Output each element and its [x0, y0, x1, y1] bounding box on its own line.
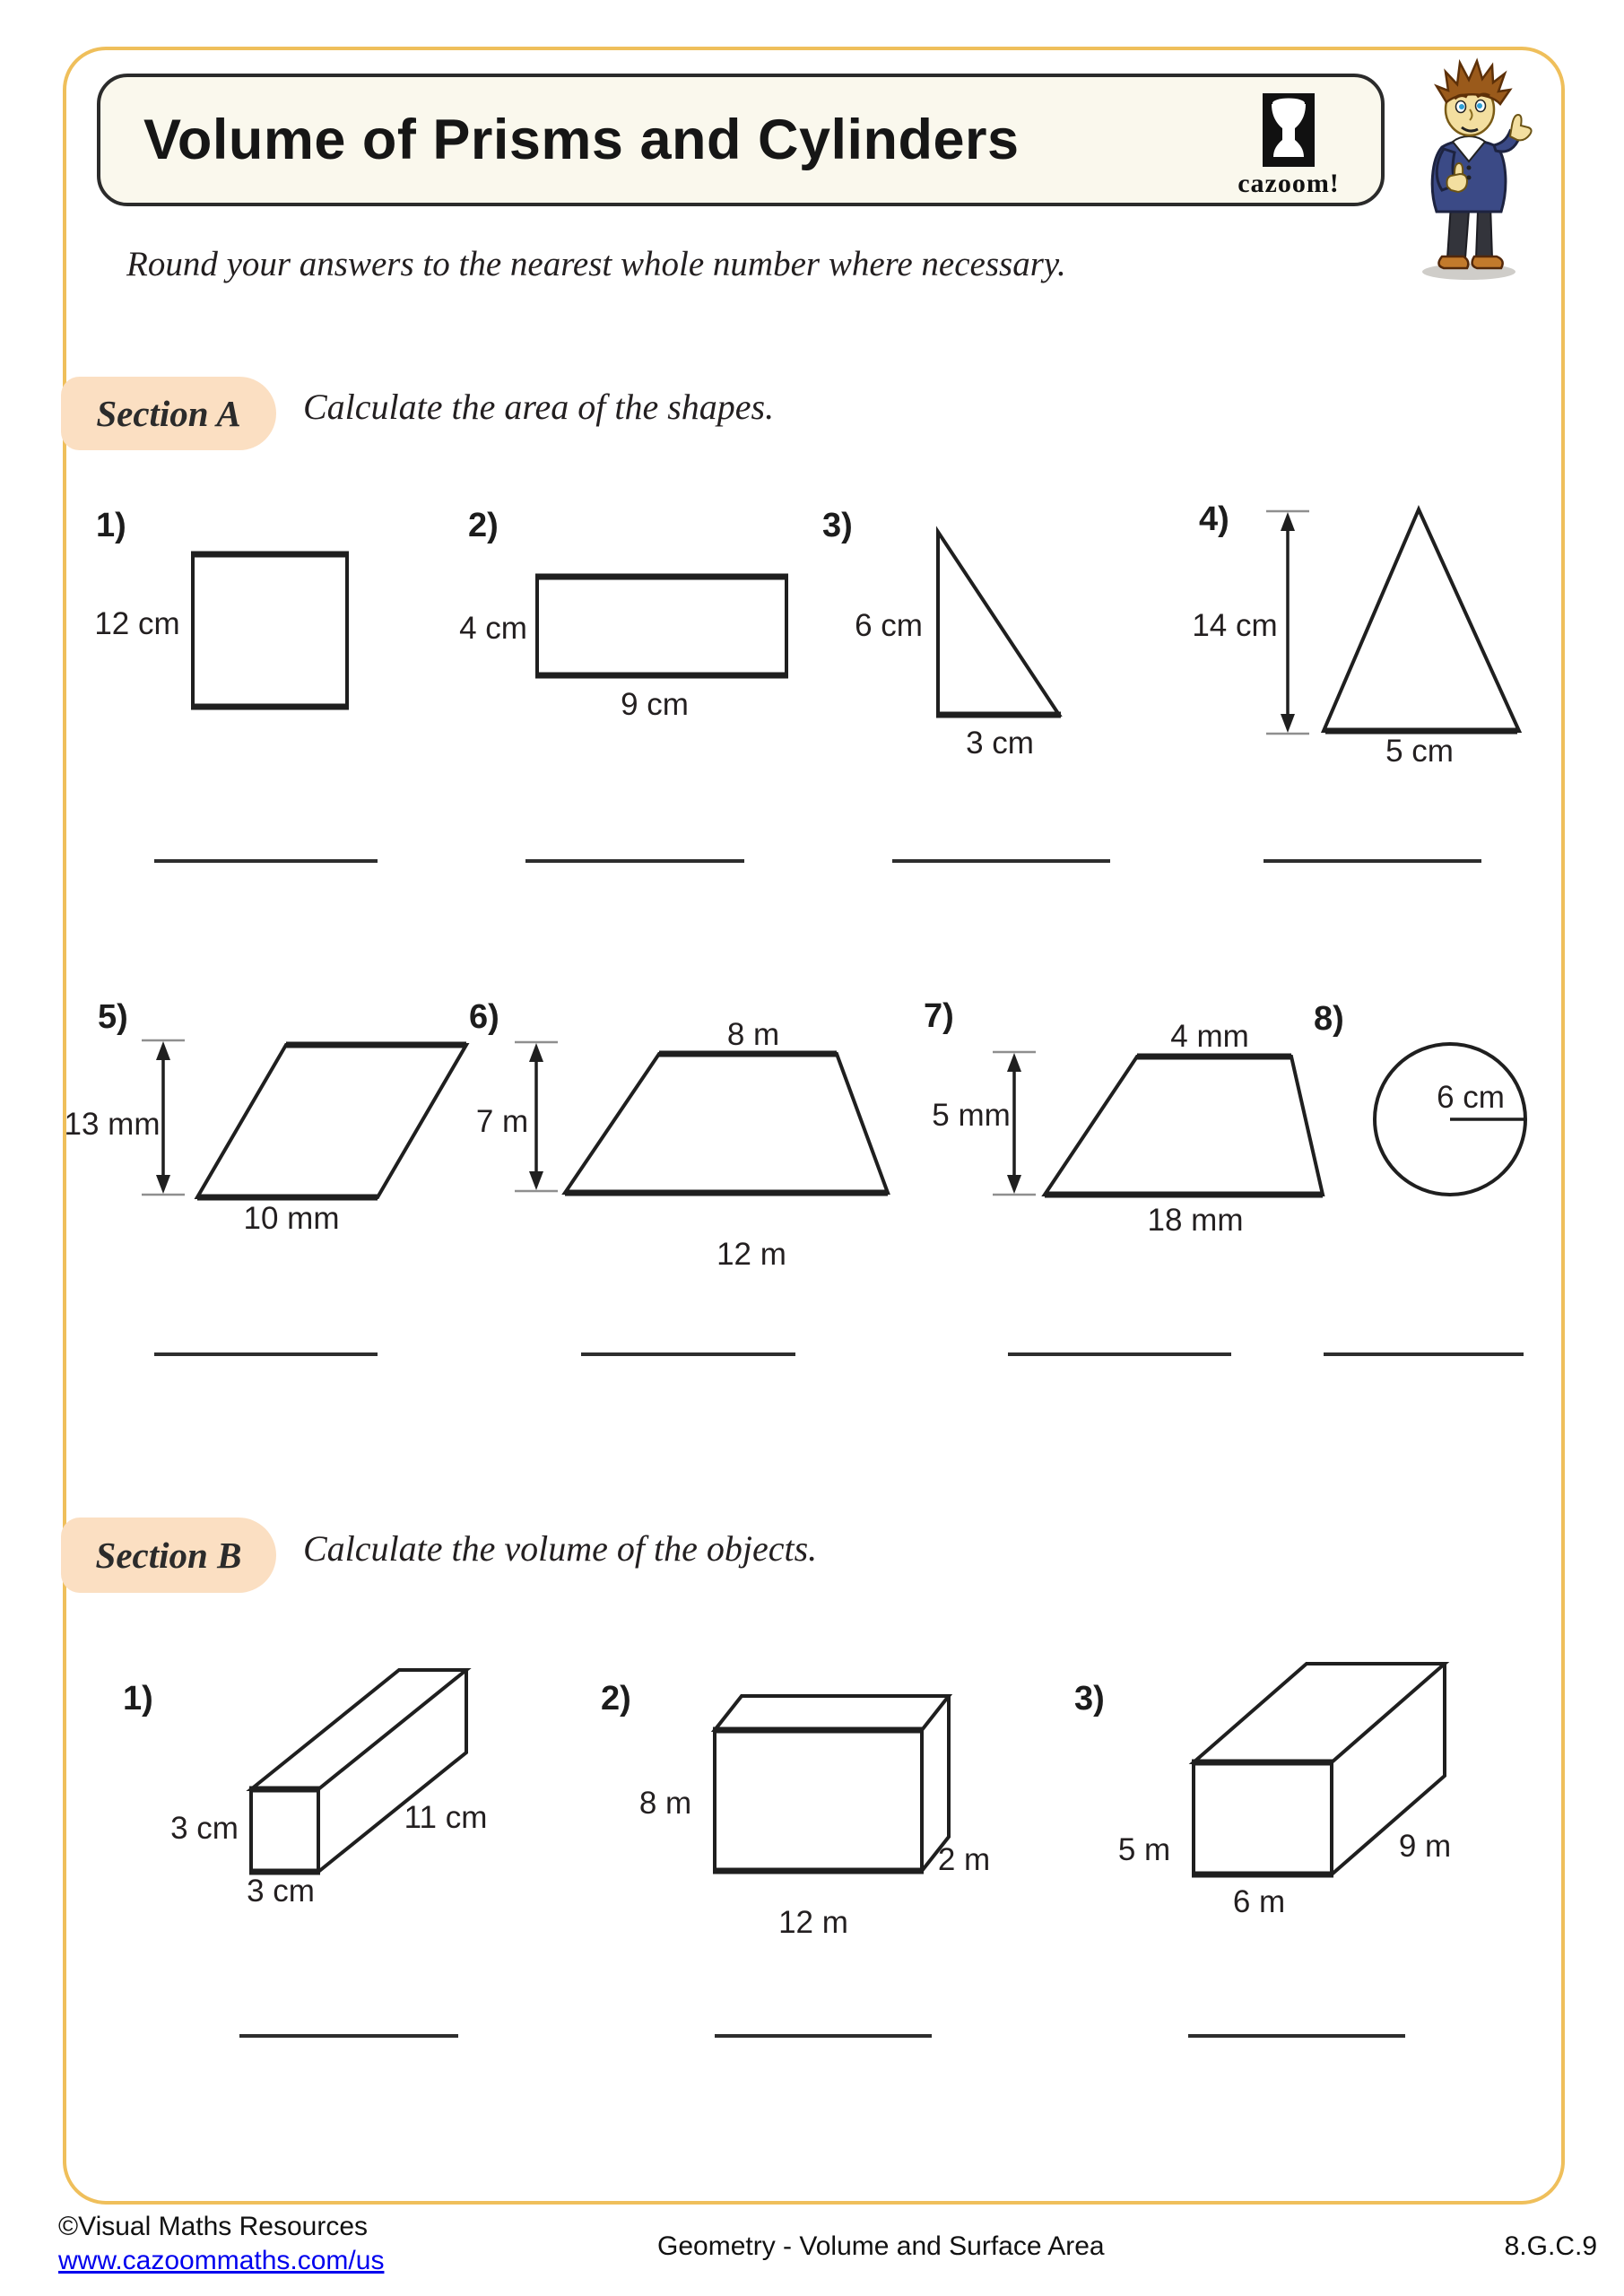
answer-line — [892, 859, 1110, 863]
arrowhead-icon — [1007, 1175, 1021, 1194]
depth-label: 9 m — [1398, 1829, 1452, 1864]
title-banner — [97, 74, 1385, 206]
section-b-label: Section B — [61, 1518, 276, 1593]
cazoom-logo — [1199, 88, 1378, 199]
rectangle-outline — [537, 577, 786, 675]
cuboid-top-face — [1194, 1664, 1445, 1762]
mascot-pupil — [1477, 103, 1482, 109]
question-number: 6) — [469, 998, 499, 1036]
cuboid-top-face — [715, 1696, 949, 1730]
standard-code: 8.G.C.9 — [1504, 2231, 1597, 2261]
base-label: 18 mm — [1147, 1203, 1244, 1238]
mascot-shoe — [1472, 257, 1503, 268]
height-label: 3 cm — [170, 1811, 239, 1846]
question-number: 1) — [123, 1680, 153, 1718]
base-label: 12 m — [716, 1237, 786, 1272]
cuboid-figure — [583, 1659, 1013, 2045]
height-label: 6 cm — [855, 608, 923, 643]
top-label: 4 mm — [1170, 1019, 1249, 1054]
width-label: 3 cm — [247, 1874, 315, 1909]
question-number: 3) — [1074, 1680, 1105, 1718]
cuboid-top-face — [251, 1670, 466, 1789]
page-title: Volume of Prisms and Cylinders — [143, 109, 1020, 171]
circle-figure — [1300, 973, 1596, 1404]
rectangle-figure — [453, 493, 829, 888]
mascot-button — [1467, 166, 1472, 170]
cuboid-front-face — [251, 1789, 318, 1872]
width-label: 6 m — [1232, 1884, 1286, 1919]
shape-cell-2 — [453, 493, 829, 888]
object-cell-1 — [108, 1659, 538, 2045]
triangle-outline — [938, 532, 1059, 715]
shape-cell-1 — [81, 493, 439, 888]
arrowhead-icon — [529, 1171, 543, 1190]
shape-cell-6 — [421, 973, 924, 1404]
shape-cell-4 — [1184, 484, 1578, 888]
trapezium-outline — [565, 1054, 888, 1193]
question-number: 5) — [98, 998, 128, 1036]
right-triangle-figure — [812, 493, 1161, 888]
side-label: 12 cm — [94, 606, 180, 641]
question-number: 7) — [924, 997, 954, 1035]
depth-label: 2 m — [937, 1842, 991, 1877]
height-label: 14 cm — [1192, 608, 1278, 643]
shape-cell-8 — [1300, 973, 1596, 1404]
question-number: 2) — [601, 1680, 631, 1718]
answer-line — [154, 859, 378, 863]
arrowhead-icon — [156, 1175, 170, 1194]
cazoommaths-link[interactable]: www.cazoommaths.com/us — [58, 2246, 385, 2275]
question-number: 8) — [1314, 1000, 1344, 1038]
question-number: 2) — [468, 507, 499, 544]
answer-line — [239, 2034, 458, 2038]
height-label: 8 m — [638, 1786, 692, 1821]
answer-line — [715, 2034, 932, 2038]
mascot-shoe — [1438, 257, 1468, 268]
cazoom-drum-icon — [1263, 93, 1315, 167]
question-number: 3) — [822, 507, 853, 544]
section-a-caption: Calculate the area of the shapes. — [303, 387, 775, 427]
section-a-label: Section A — [61, 377, 276, 450]
arrowhead-icon — [156, 1041, 170, 1060]
shape-cell-3 — [812, 493, 1161, 888]
radius-label: 6 cm — [1437, 1080, 1505, 1115]
cuboid-figure — [1067, 1659, 1587, 2045]
arrowhead-icon — [1281, 714, 1295, 733]
trapezium-figure — [421, 973, 924, 1404]
height-label: 7 m — [475, 1104, 529, 1139]
triangle-outline — [1324, 509, 1519, 731]
mascot-thumbs-up-hand — [1510, 115, 1532, 140]
question-number: 4) — [1199, 500, 1229, 538]
object-cell-3 — [1067, 1659, 1587, 2045]
depth-label: 11 cm — [404, 1800, 488, 1835]
base-label: 5 cm — [1385, 734, 1454, 769]
answer-line — [1008, 1352, 1231, 1356]
cuboid-front-face — [715, 1730, 922, 1871]
height-label: 5 mm — [932, 1098, 1011, 1133]
section-b-caption: Calculate the volume of the objects. — [303, 1528, 818, 1569]
answer-line — [581, 1352, 795, 1356]
logo-wordmark: cazoom! — [1238, 169, 1340, 198]
answer-line — [154, 1352, 378, 1356]
mascot-button — [1467, 176, 1472, 180]
mascot-pupil — [1459, 104, 1464, 109]
base-label: 10 mm — [243, 1201, 340, 1236]
top-label: 8 m — [726, 1017, 780, 1052]
mascot-illustration — [1392, 54, 1542, 283]
square-figure — [81, 493, 439, 888]
worksheet-instruction: Round your answers to the nearest whole number where necessary. — [126, 245, 1066, 283]
square-outline — [193, 554, 347, 707]
base-label: 9 cm — [621, 687, 689, 722]
arrowhead-icon — [1281, 512, 1295, 531]
cuboid-figure — [108, 1659, 538, 2045]
object-cell-2 — [583, 1659, 1013, 2045]
arrowhead-icon — [1007, 1053, 1021, 1072]
height-label: 13 mm — [64, 1107, 161, 1142]
trapezium-figure — [906, 973, 1336, 1404]
trapezium-outline — [1045, 1057, 1323, 1195]
cuboid-front-face — [1194, 1762, 1332, 1874]
isosceles-triangle-figure — [1184, 484, 1578, 888]
answer-line — [525, 859, 744, 863]
height-label: 4 cm — [459, 611, 527, 646]
answer-line — [1324, 1352, 1524, 1356]
shape-cell-7 — [906, 973, 1336, 1404]
question-number: 1) — [96, 507, 126, 544]
height-label: 5 m — [1117, 1832, 1171, 1867]
worksheet-topic: Geometry - Volume and Surface Area — [657, 2231, 1105, 2261]
answer-line — [1188, 2034, 1405, 2038]
base-label: 3 cm — [966, 726, 1034, 761]
width-label: 12 m — [778, 1905, 848, 1940]
copyright-text: ©Visual Maths Resources — [58, 2212, 369, 2241]
answer-line — [1264, 859, 1481, 863]
arrowhead-icon — [529, 1043, 543, 1062]
